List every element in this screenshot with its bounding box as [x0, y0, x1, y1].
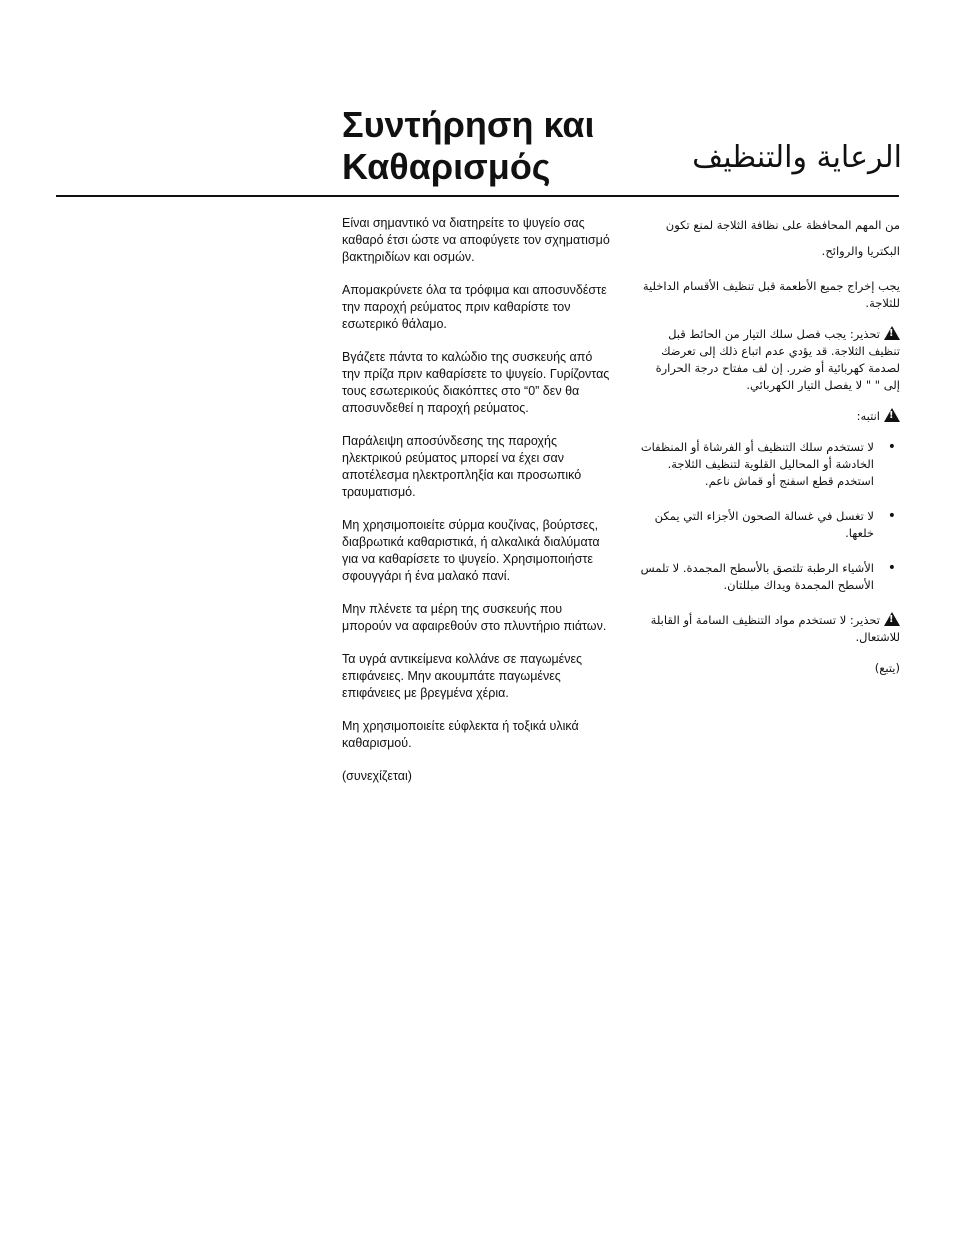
- title-divider: [56, 195, 899, 197]
- greek-paragraph-shock-warning: Παράλειψη αποσύνδεσης της παροχής ηλεκτρικού ρεύματος μπορεί να έχει σαν αποτέλεσμα ηλεκτροπληξία και προσωπικό τραυματισμό.: [342, 434, 582, 499]
- greek-continued: (συνεχίζεται): [342, 769, 412, 783]
- arabic-bullet-list: [636, 439, 900, 594]
- arabic-column: [636, 212, 900, 691]
- greek-paragraph-intro: Είναι σημαντικό να διατηρείτε το ψυγείο σας καθαρό έτσι ώστε να αποφύγετε τον σχηματισμό βακτηριδίων και οσμών.: [342, 216, 610, 264]
- greek-paragraph-no-abrasives: Μη χρησιμοποιείτε σύρμα κουζίνας, βούρτσες, διαβρωτικά καθαριστικά, ή αλκαλικά διαλύματα για να καθαρίσετε το ψυγείο. Χρησιμοποιήστε σφουγγάρι ή ένα μαλακό πανί.: [342, 518, 600, 583]
- arabic-paragraph-remove-food: يجب إخراج جميع الأطعمة قبل تنظيف الأقسام الداخلية للثلاجة.: [642, 279, 900, 310]
- greek-column: [342, 215, 610, 801]
- page-title-greek: Συντήρηση και Καθαρισμός: [342, 104, 595, 187]
- arabic-paragraph-intro: من المهم المحافظة على نظافة الثلاجة لمنع تكون البكتريا والروائح.: [665, 218, 900, 258]
- page-title-arabic: الرعاية والتنظيف: [692, 140, 902, 175]
- greek-paragraph-no-dishwasher: Μην πλένετε τα μέρη της συσκευής που μπορούν να αφαιρεθούν στο πλυντήριο πιάτων.: [342, 602, 607, 633]
- list-item: • لا تستخدم سلك التنظيف أو الفرشاة أو المنظفات الخادشة أو المحاليل القلوية لتنظيف الثلاجة. استخدم قطع اسفنج أو قماش ناعم.: [636, 439, 874, 490]
- list-item: • لا تغسل في غسالة الصحون الأجزاء التي يمكن خلعها.: [636, 508, 874, 542]
- greek-paragraph-no-toxic: Μη χρησιμοποιείτε εύφλεκτα ή τοξικά υλικά καθαρισμού.: [342, 719, 579, 750]
- warning-icon: [884, 326, 900, 340]
- arabic-attention: [636, 408, 900, 425]
- arabic-warning-unplug-text: تحذير: يجب فصل سلك التيار من الحائط قبل تنظيف الثلاجة. قد يؤدي عدم اتباع ذلك إلى تعرضك لصدمة كهربائية أو ضرر. إن لف مفتاح درجة الحرارة إلى " " لا يفصل التيار الكهربائي.: [655, 327, 900, 392]
- arabic-warning-unplug: [636, 326, 900, 394]
- warning-icon: [884, 408, 900, 422]
- warning-icon: [884, 612, 900, 626]
- greek-paragraph-unplug: Βγάζετε πάντα το καλώδιο της συσκευής από την πρίζα πριν καθαρίσετε το ψυγείο. Γυρίζοντας τους εσωτερικούς διακόπτες στο “0” δεν θα αποσυνδεθεί η παροχή ρεύματος.: [342, 350, 610, 415]
- arabic-attention-text: انتبه:: [856, 409, 880, 423]
- greek-paragraph-frozen-surfaces: Τα υγρά αντικείμενα κολλάνε σε παγωμένες επιφάνειες. Μην ακουμπάτε παγωμένες επιφάνειες με βρεγμένα χέρια.: [342, 652, 583, 700]
- arabic-continued: (يتبع): [874, 661, 900, 675]
- arabic-warning-toxic: [636, 612, 900, 646]
- greek-paragraph-remove-food: Απομακρύνετε όλα τα τρόφιμα και αποσυνδέστε την παροχή ρεύματος πριν καθαρίστε τον εσωτερικό θάλαμο.: [342, 283, 607, 331]
- arabic-warning-toxic-text: تحذير: لا تستخدم مواد التنظيف السامة أو القابلة للاشتعال.: [650, 613, 900, 644]
- list-item: • الأشياء الرطبة تلتصق بالأسطح المجمدة. لا تلمس الأسطح المجمدة ويداك مبللتان.: [636, 560, 874, 594]
